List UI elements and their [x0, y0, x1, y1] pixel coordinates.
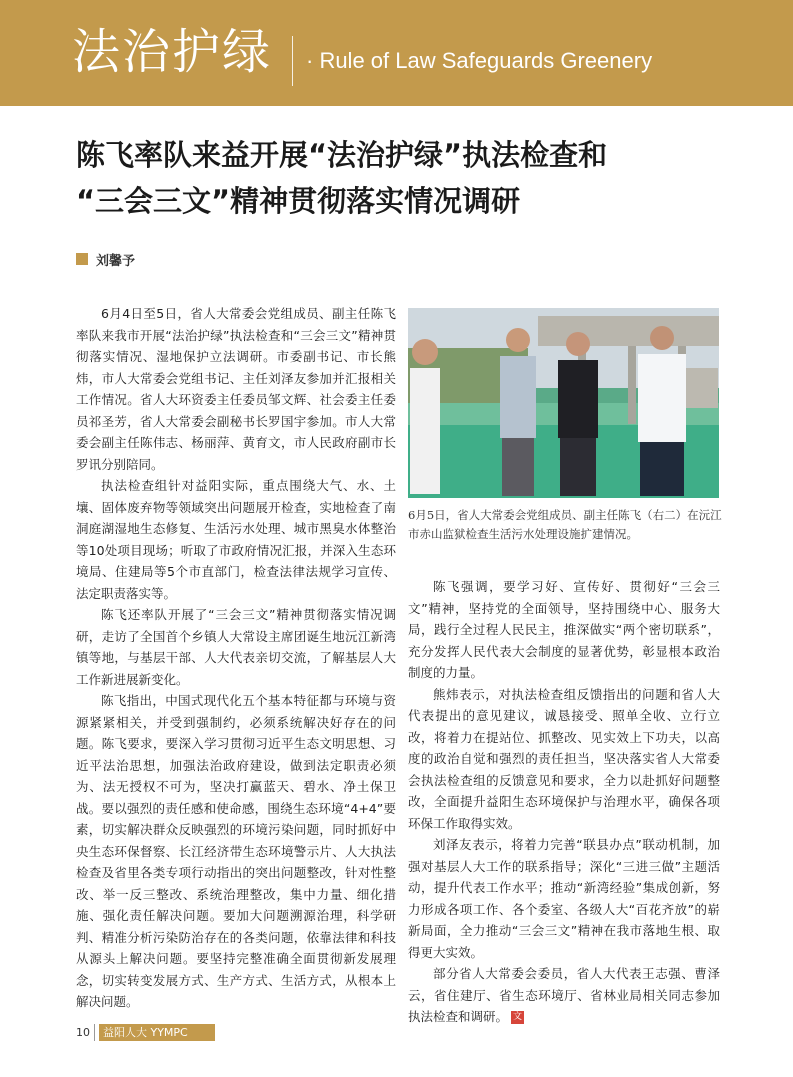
section-subtitle: · Rule of Law Safeguards Greenery: [306, 48, 653, 73]
section-title: 法治护绿: [72, 24, 273, 80]
end-mark-icon: 文: [513, 1012, 523, 1022]
paragraph-text: 部分省人大常委会委员，省人大代表王志强、曹泽云，省住建厅、省生态环境厅、省林业局相关同志参加执法检查和调研。: [408, 966, 720, 1024]
page-footer: [76, 1024, 215, 1041]
headline-line-1: 陈飞率队来益开展“法治护绿”执法检查和: [76, 138, 608, 172]
paragraph: [408, 963, 720, 1028]
paragraph: 陈飞指出，中国式现代化五个基本特征都与环境与资源紧紧相关，并受到强制约，必须系统解决好存在的问题。陈飞要求，要深入学习贯彻习近平生态文明思想、习近平法治思想，加强法治政府建设，做到法定职责必须为、法无授权不可为，坚决打赢蓝天、碧水、净土保卫战。要以强烈的责任感和使命感，围绕生态环境“4+4”要素，切实解决群众反映强烈的环境污染问题，同时抓好中央生态环保督察、长江经济带生态环境警示片、人大执法检查及省里各类专项行动指出的突出问题整改，针对性整改、举一反三整改、系统治理整改，集中力量、细化措施、强化责任解决问题。要加大问题溯源治理，科学研判、精准分析污染防治存在的各类问题，依靠法律和科技从源头上解决问题。要坚持完整准确全面贯彻新发展理念，切实转变发展方式、生产方式、生活方式，从根本上解决问题。: [76, 693, 396, 1009]
right-column: [408, 576, 720, 1028]
article-headline: [76, 132, 716, 224]
banner-divider: [292, 36, 293, 86]
inspection-photo: [408, 308, 719, 498]
photo-caption: 6月5日，省人大常委会党组成员、副主任陈飞（右二）在沅江市赤山监狱检查生活污水处理设施扩建情况。: [408, 508, 722, 541]
paragraph: 执法检查组针对益阳实际，重点围绕大气、水、土壤、固体废弃物等领域突出问题展开检查，实地检查了南洞庭湖湿地生态修复、生活污水处理、城市黑臭水体整治等10处项目现场；听取了市政府情况汇报，并深入生态环境局、住建局等5个市直部门，检查法律法规学习宣传、法定职责落实等。: [76, 478, 396, 601]
paragraph: 熊炜表示，对执法检查组反馈指出的问题和省人大代表提出的意见建议，诚恳接受、照单全收、立行立改，将着力在提站位、抓整改、见实效上下功夫，以高度的政治自觉和强烈的责任担当，坚决落实省人大常委会执法检查组的反馈意见和要求，全力以赴抓好问题整改，全面提升益阳生态环境保护与治理水平，确保各项环保工作取得实效。: [408, 686, 720, 831]
paragraph: 陈飞强调，要学习好、宣传好、贯彻好“三会三文”精神，坚持党的全面领导，坚持围绕中心、服务大局，践行全过程人民民主，推深做实“两个密切联系”，充分发挥人民代表大会制度的显著优势，彰显根本政治制度的力量。: [408, 579, 720, 680]
page-number: 10: [76, 1024, 95, 1041]
paragraph: 6月4日至5日，省人大常委会党组成员、副主任陈飞率队来我市开展“法治护绿”执法检查和“三会三文”精神贯彻落实情况、湿地保护立法调研。市委副书记、市长熊炜，市人大常委会党组书记、主任刘泽友参加并汇报相关工作情况。省人大环资委主任委员邹文辉、社会委主任委员祁圣芳，省人大常委会副秘书长罗国宇参加。市人大常委会副主任陈伟志、杨丽萍、黄育文，市人民政府副市长罗讯分别陪同。: [76, 306, 396, 472]
byline: [76, 250, 135, 268]
author-name: 刘馨予: [96, 253, 136, 269]
paragraph: 陈飞还率队开展了“三会三文”精神贯彻落实情况调研，走访了全国首个乡镇人大常设主席团诞生地沅江新湾镇等地，与基层干部、人大代表亲切交流，了解基层人大工作新进展新变化。: [76, 607, 396, 687]
byline-square-icon: [76, 253, 88, 265]
publication-label: 益阳人大 YYMPC: [99, 1024, 215, 1041]
headline-line-2: “三会三文”精神贯彻落实情况调研: [76, 184, 521, 218]
section-banner: [0, 0, 793, 106]
left-column: [76, 303, 396, 1013]
paragraph: 刘泽友表示，将着力完善“联县办点”联动机制，加强对基层人大工作的联系指导；深化“三进三做”主题活动，提升代表工作水平；推动“新湾经验”集成创新，努力形成各项工作、各个委室、各级人大“百花齐放”的崭新局面，全力推动“三会三文”精神在我市落地生根、取得更大实效。: [408, 837, 720, 960]
